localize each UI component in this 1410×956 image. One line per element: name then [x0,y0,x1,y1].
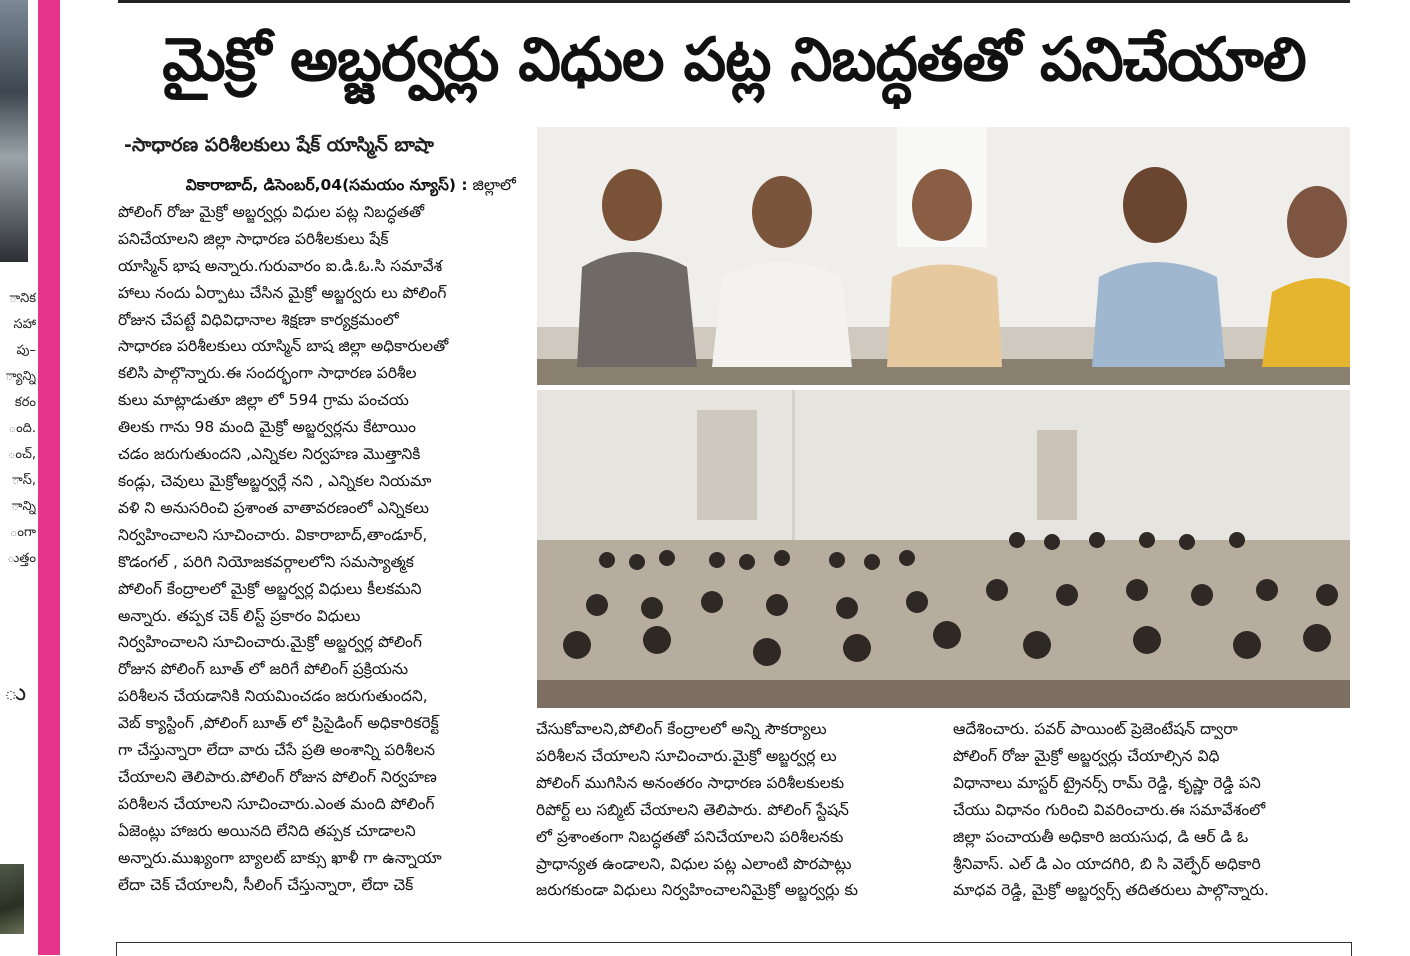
column-line: చేయాలని తెలిపారు.పోలింగ్ రోజున పోలింగ్ నిర్వహణ [118,767,437,786]
column-line: సాధారణ పరిశీలకులు యాస్మిన్ బాష జిల్లా అధికారులతో [118,337,449,356]
column-body [118,199,516,899]
column-line: శ్రీనివాస్. ఎల్ డి ఎం యాదగిరి, బి సి వెల్ఫేర్ అధికారి [953,854,1261,873]
column-line: అన్నారు.ముఖ్యంగా బ్యాలట్ బాక్సు ఖాళీ గా ఉన్నాయా [118,848,442,867]
column-line: వళి ని అనుసరించి ప్రశాంత వాతావరణంలో ఎన్నికలు [118,498,430,517]
column-line: నిర్వహించాలని సూచించారు. వికారాబాద్,తాండూర్, [118,525,428,544]
article-byline [124,134,434,161]
column-line: పనిచేయాలని జిల్లా సాధారణ పరిశీలకులు షేక్ [118,229,389,248]
column-line: పరిశీలన చేయాలని సూచించారు.మైక్రో అబ్జర్వర్ల లు [536,746,837,765]
article-dateline: వికారాబాద్, డిసెంబర్,04(సమయం న్యూస్) : [185,176,468,194]
column-line: పోలింగ్ కేంద్రాలలో మైక్రో అబ్జర్వర్ల విధులు కీలకమని [118,579,422,598]
column-line: పరిశీలన చేయాలని సూచించారు.ఎంత మంది పోలింగ్ [118,794,435,813]
adjacent-text-fragment: ాన్ని [11,499,36,514]
column-line: పోలింగ్ రోజు మైక్రో అబ్జర్వర్లు చేయాల్సిన విధి [953,746,1220,765]
adjacent-text-fragment: ాస్, [11,473,36,488]
article-column-1 [118,172,516,898]
column-line: తిలకు గాను 98 మంది మైక్రో అబ్జర్వర్లను కేటాయిం [118,418,417,437]
adjacent-text-fragment: ్యాన్ని [5,369,36,384]
adjacent-text-fragment: ంగా [9,525,36,540]
adjacent-photo [0,0,28,262]
photo-dais-illustration [537,127,1350,385]
adjacent-text-fragment: కరం [14,395,36,410]
column-line-text: జిల్లాలో [472,176,516,194]
column-line: కలిసి పాల్గొన్నారు.ఈ సందర్భంగా సాధారణ పరిశీల [118,364,417,383]
column-line: అన్నారు. తప్పక చెక్ లిస్ట్ ప్రకారం విధులు [118,606,361,625]
article-column-2 [536,716,934,904]
column-line: వెబ్ క్యాస్టింగ్ ,పోలింగ్ బూత్ లో ప్రిసైడింగ్ అధికారికరెక్ట్ [118,714,439,733]
accent-bar [38,0,60,955]
column-line: గా చేస్తున్నారా లేదా వారు చేసే ప్రతి అంశాన్ని పరిశీలన [118,741,436,760]
column-body [953,716,1351,904]
column-line: నిర్వహించాలని సూచించారు.మైక్రో అబ్జర్వర్ల పోలింగ్ [118,633,422,652]
column-line: ఏజెంట్లు హాజరు అయినది లేనిది తప్పక చూడాలని [118,821,416,840]
column-line: మాధవ రెడ్డి, మైక్రో అబ్జర్వర్స్ తదితరులు పాల్గొన్నారు. [953,881,1269,900]
adjacent-text-fragment: సహా [13,317,36,332]
column-line: చేయు విధానం గురించి వివరించారు.ఈ సమావేశంలో [953,800,1266,819]
byline-text: -సాధారణ పరిశీలకులు షేక్ యాస్మిన్ బాషా [124,134,434,156]
adjacent-text-fragment: ంది. [8,421,36,436]
article-column-3 [953,716,1351,904]
adjacent-text-fragment: ుత్తం [7,551,36,566]
column-line: చడం జరుగుతుందని ,ఎన్నికల నిర్వహణ మొత్తానికి [118,445,421,464]
column-line: పరిశీలన చేయడానికి నియమించడం జరుగుతుందని, [118,687,428,706]
column-line: పోలింగ్ రోజు మైక్రో అబ్జర్వర్లు విధుల పట్ల నిబద్ధతతో [118,202,425,221]
adjacent-photo [0,864,24,934]
column-line: చేసుకోవాలని,పోలింగ్ కేంద్రాలలో అన్ని సౌకర్యాలు [536,720,827,738]
top-rule [118,0,1350,3]
column-line: కులు మాట్లాడుతూ జిల్లా లో 594 గ్రామ పంచయ [118,391,409,410]
adjacent-text-fragment: ంచ్, [7,447,36,462]
column-line: కొడంగల్ , పరిగి నియోజకవర్గాలలోని సమస్యాత్మక [118,552,414,571]
photo-dais-officials [537,127,1350,385]
column-line: రిపోర్ట్ లు సబ్మిట్ చేయాలని తెలిపారు. పోలింగ్ స్టేషన్ [536,800,849,819]
column-line: రోజున పోలింగ్ బూత్ లో జరిగే పోలింగ్ ప్రక్రియను [118,660,409,679]
column-line: విధానాలు మాస్టర్ ట్రైనర్స్ రామ్ రెడ్డి, కృష్ణా రెడ్డి పని [953,773,1261,792]
column-line: కండ్లు, చెవులు మైక్రోఅబ్జర్వర్లే నని , ఎన్నికల నియమా [118,471,432,490]
column-line: లో ప్రశాంతంగా నిబద్ధతతో పనిచేయాలని పరిశీలనకు [536,827,844,846]
photo-hall-audience [537,390,1350,708]
adjacent-text-fragment: ానిక [9,291,36,306]
adjacent-text-fragment: పు– [16,343,36,358]
column-line: జిల్లా పంచాయతీ అధికారి జయసుధ, డి ఆర్ డి ఓ [953,827,1249,846]
column-line: యాస్మిన్ భాష అన్నారు.గురువారం ఐ.డి.ఓ.సి సమావేశ [118,256,443,275]
column-line [118,172,516,199]
adjacent-heading-fragment: ు [4,678,27,706]
column-line: ప్రాధాన్యత ఉండాలని, విధుల పట్ల ఎలాంటి పొరపాట్లు [536,854,852,873]
column-line: లేదా చెక్ చేయాలనీ, సీలింగ్ చేస్తున్నారా, లేదా చెక్ [118,875,414,894]
column-line: జరుగకుండా విధులు నిర్వహించాలనిమైక్రో అబ్జర్వర్లు కు [536,881,858,900]
photo-hall-illustration [537,390,1350,708]
next-article-box-edge [116,942,1352,956]
column-line: రోజున చేపట్టే విధివిధానాల శిక్షణా కార్యక్రమంలో [118,310,399,329]
column-line: హాలు నందు ఏర్పాటు చేసిన మైక్రో అబ్జర్వరు లు పోలింగ్ [118,283,447,302]
article-headline: మైక్రో అబ్జర్వర్లు విధుల పట్ల నిబద్ధతతో పనిచేయాలి [162,25,1306,95]
column-line: ఆదేశించారు. పవర్ పాయింట్ ప్రెజెంటేషన్ ద్వారా [953,720,1238,738]
column-line: పోలింగ్ ముగిసిన అనంతరం సాధారణ పరిశీలకులకు [536,773,845,792]
column-body [536,716,934,904]
